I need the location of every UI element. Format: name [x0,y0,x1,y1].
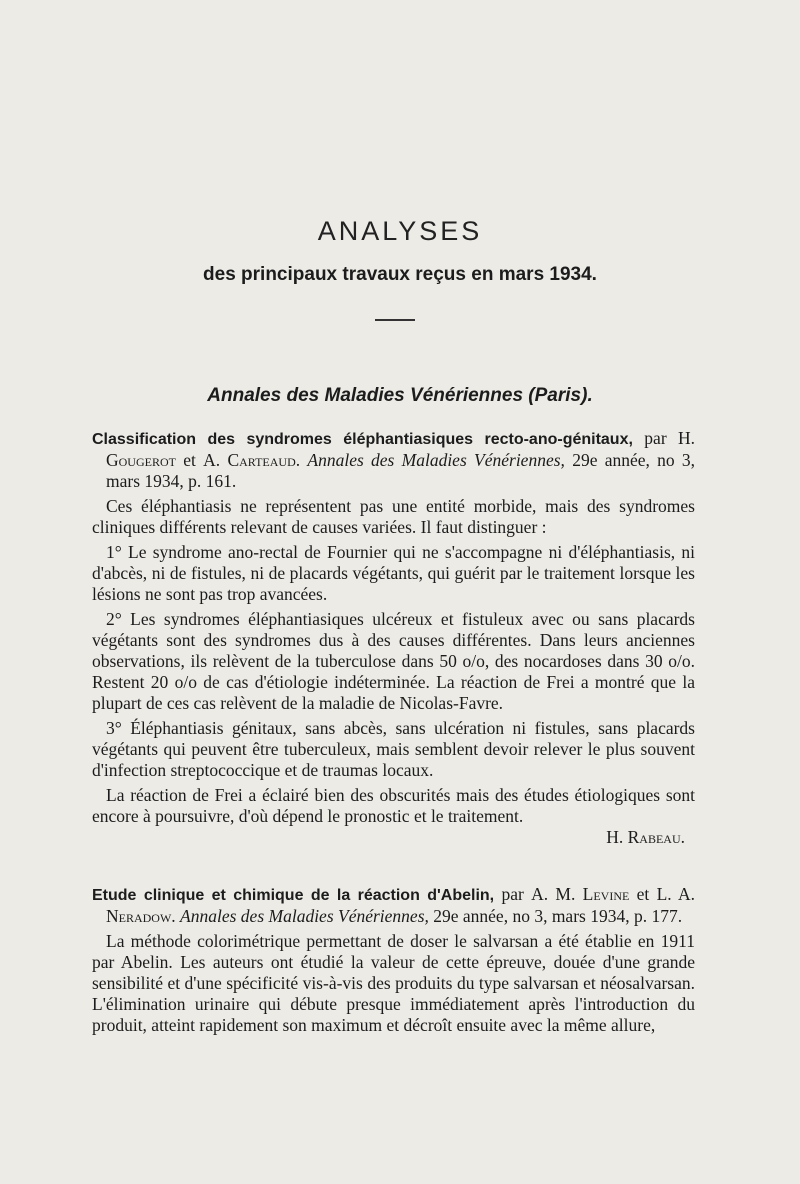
page-title: ANALYSES [317,216,483,246]
paragraph: 1° Le syndrome ano-rectal de Fournier qui ne s'accompagne ni d'éléphantiasis, ni d'abcès, ni de fistules, ni de placards végétants, qui guérit par le traitement lorsque les lésions ne sont pas trop avancées. [92,542,695,604]
paragraph: La méthode colorimétrique permettant de doser le salvarsan a été établie en 1911 par Abelin. Les auteurs ont étudié la valeur de cette épreuve, douée d'une grande sensibilité et d'une spécificité vis-à-vis des produits du type salvarsan et néosalvarsan. L'élimination urinaire qui débute presque immédiatement après l'introduction du produit, atteint rapidement son maximum et décroît ensuite avec la même allure, [92,931,695,1035]
signature: H. Rabeau. [606,827,685,847]
par-word: par [644,428,667,448]
divider [375,319,415,321]
author-name: L. A. Neradow. [106,884,696,926]
par-word: par [501,884,524,904]
article-abelin [92,884,695,1036]
journal-heading: Annales des Maladies Vénériennes (Paris). [207,385,593,406]
article-heading [92,884,695,927]
journal-name: Annales des Maladies Vénériennes, [307,450,565,470]
article-heading [92,428,695,492]
signature-row [92,827,695,848]
paragraph: 3° Éléphantiasis génitaux, sans abcès, sans ulcération ni fistules, sans placards végétants qui peuvent être tuberculeux, mais semblent devoir relever le plus souvent d'infection streptococcique et de traumas locaux. [92,718,695,780]
author-name: A. Carteaud. [203,450,301,470]
paragraph: La réaction de Frei a éclairé bien des obscurités mais des études étiologiques sont encore à poursuivre, d'où dépend le pronostic et le traitement. [92,785,695,826]
article-title: Classification des syndromes éléphantiasiques recto-ano-génitaux, [92,431,633,448]
et-word: et [636,884,650,904]
author-name: H. Gougerot [106,428,696,470]
author-name: A. M. Levine [531,884,630,904]
publication-details: 29e année, no 3, mars 1934, p. 177. [433,906,683,926]
paragraph: 2° Les syndromes éléphantiasiques ulcéreux et fistuleux avec ou sans placards végétants sont des syndromes dus à des causes différentes. Dans leurs anciennes observations, ils relèvent de la tuberculose dans 50 o/o, des nocardoses dans 30 o/o. Restent 20 o/o de cas d'étiologie indéterminée. La réaction de Frei a montré que la plupart de ces cas relèvent de la maladie de Nicolas-Favre. [92,609,695,713]
paragraph: Ces éléphantiasis ne représentent pas une entité morbide, mais des syndromes cliniques différents relevant de causes variées. Il faut distinguer : [92,496,695,537]
journal-name: Annales des Maladies Vénériennes, [180,906,429,926]
page-subtitle: des principaux travaux reçus en mars 1934. [203,264,597,285]
et-word: et [183,450,196,470]
publication-details: 29e année, no 3, mars 1934, p. 161. [106,450,696,491]
article-classification [92,428,695,848]
article-title: Etude clinique et chimique de la réaction d'Abelin, [92,887,495,904]
